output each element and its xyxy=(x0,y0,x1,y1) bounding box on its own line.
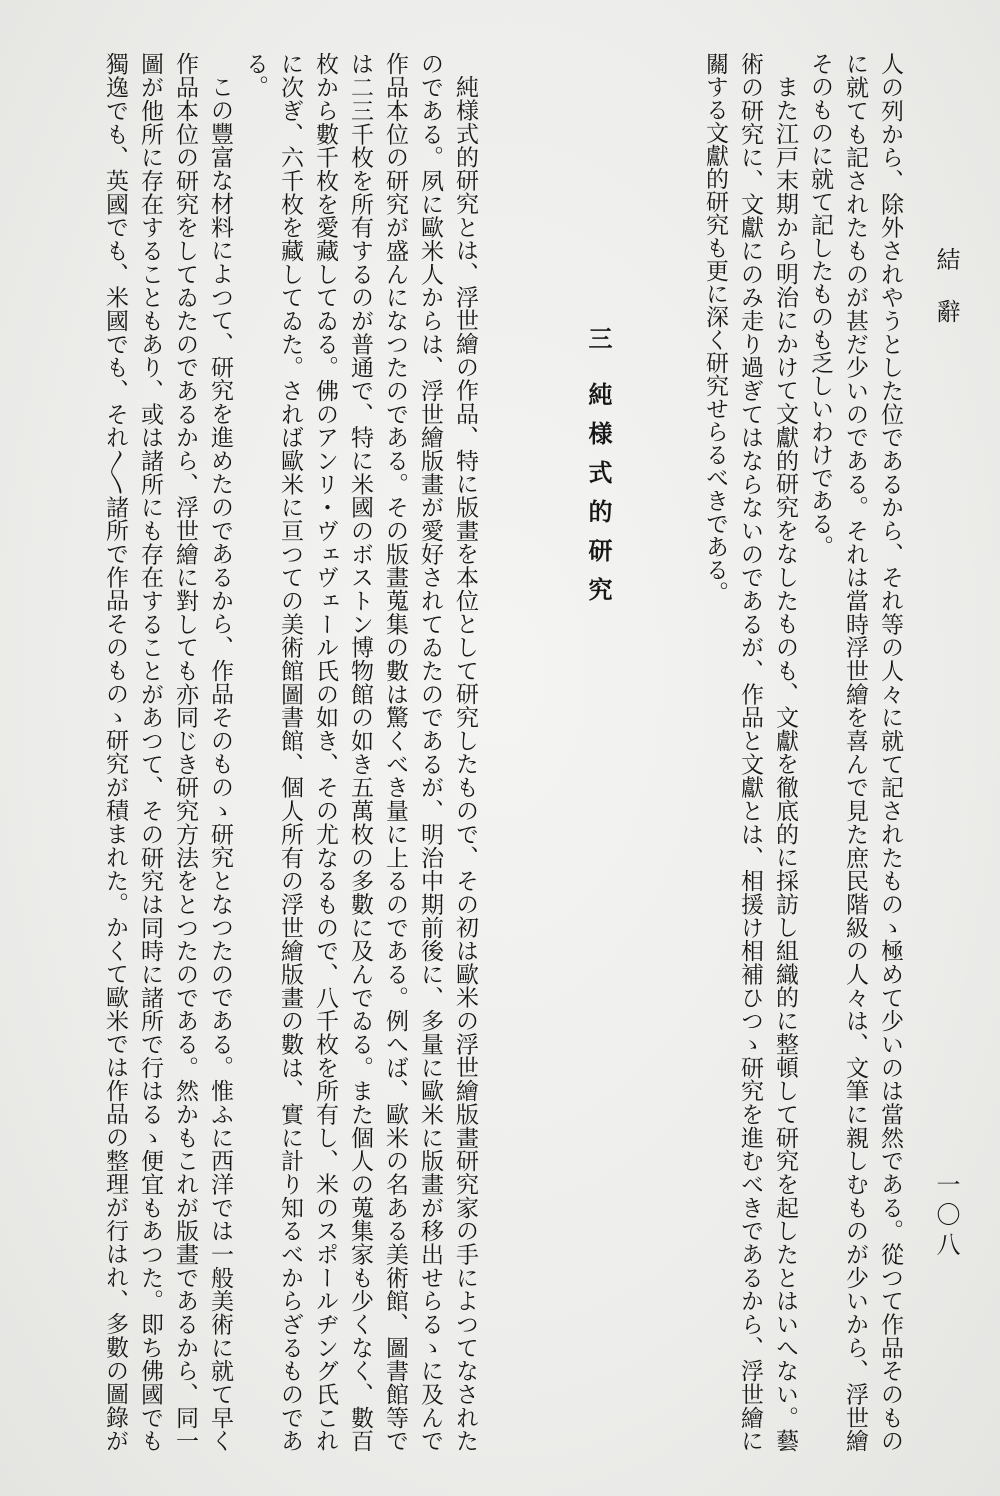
text-line: 作品本位の研究が盛んになつたのである。その版畫蒐集の數は驚くべき量に上るのである。例へば、歐米の名ある美術館、圖書館等で xyxy=(382,52,408,1453)
text-line: 作品本位の研究をしてゐたのであるから、浮世繪に對しても亦同じき研究方法をとつたのである。然かもこれが版畫であるから、同一 xyxy=(172,52,198,1452)
text-line: また江戸末期から明治にかけて文獻的研究をなしたものも、文獻を徹底的に採訪し組織的に整頓して研究を起したとはいへない。藝 xyxy=(772,75,798,1452)
text-line: のである。夙に歐米人からは、浮世繪版畫が愛好されてゐたのであるが、明治中期前後に、多量に歐米に版畫が移出せらるゝに及んで xyxy=(417,52,443,1453)
text-line: に次ぎ、六千枚を藏してゐた。されば歐米に亘つての美術館圖書館、個人所有の浮世繪版畫の數は、實に計り知るべからざるものであ xyxy=(277,52,303,1453)
text-line: そのものに就て記したものも乏しいわけである。 xyxy=(807,52,833,558)
text-line: 圖が他所に存在することもあり、或は諸所にも存在することがあつて、その研究は同時に諸所で行はるゝ便宜もあつた。即ち佛國でも xyxy=(137,52,163,1453)
text-line: 獨逸でも、英國でも、米國でも、それ〳〵諸所で作品そのものゝ研究が積まれた。かくて歐米では作品の整理が行はれ、多數の圖錄が xyxy=(102,52,128,1453)
section-title: 純様式的研究 xyxy=(584,382,613,616)
section-number: 三 xyxy=(584,326,613,350)
text-line: に就ても記されたものが甚だ少いのである。それは當時浮世繪を喜んで見た庶民階級の人々は、文筆に親しむものが少いから、浮世繪 xyxy=(842,52,868,1453)
running-head-title: 結 辭 xyxy=(932,247,960,325)
text-line: この豐富な材料によつて、研究を進めたのであるから、作品そのものゝ研究となつたのである。惟ふに西洋では一般美術に就て早く xyxy=(207,75,233,1453)
text-line: は二三千枚を所有するのが普通で、特に米國のボストン博物館の如き五萬枚の多數に及んでゐる。また個人の蒐集家も少くなく、數百 xyxy=(347,52,373,1453)
text-line: る。 xyxy=(242,52,268,98)
section-heading xyxy=(580,326,616,646)
text-line: 枚から數千枚を愛藏してゐる。佛のアンリ・ヴェヴェール氏の如き、その尤なるもので、八千枚を所有し、米のスポールヂング氏これ xyxy=(312,52,338,1452)
text-line: 關する文獻的研究も更に深く研究せらるべきである。 xyxy=(702,52,728,604)
page-number: 一〇八 xyxy=(932,1172,960,1262)
text-line: 人の列から、除外されやうとした位であるから、それ等の人々に就て記されたものゝ極めて少いのは當然である。從つて作品そのもの xyxy=(877,52,903,1453)
text-line: 術の研究に、文獻にのみ走り過ぎてはならないのであるが、作品と文獻とは、相援け相補ひつゝ研究を進むべきであるから、浮世繪に xyxy=(737,52,763,1453)
text-line: 純様式的研究とは、浮世繪の作品、特に版畫を本位として研究したもので、その初は歐米の浮世繪版畫研究家の手によつてなされた xyxy=(452,75,478,1452)
